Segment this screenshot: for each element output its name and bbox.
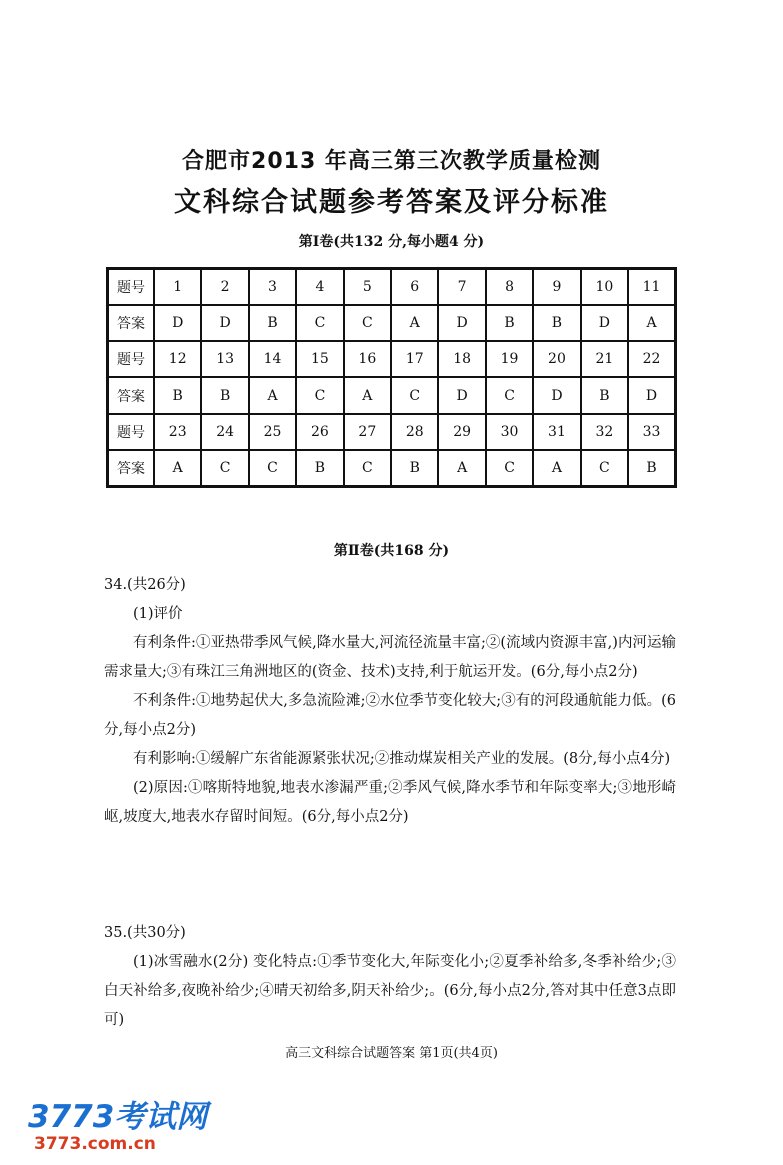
- answer-cell: A: [344, 377, 391, 413]
- number-cell: 11: [628, 269, 675, 306]
- number-cell: 7: [438, 269, 485, 306]
- q34-favorable-conditions: 有利条件:①亚热带季风气候,降水量大,河流径流量丰富;②(流域内资源丰富,)内河运输需求量大;③有珠江三角洲地区的(资金、技术)支持,利于航运开发。(6分,每小点2分): [104, 635, 676, 680]
- answer-cell: B: [391, 450, 438, 487]
- answer-cell: B: [581, 377, 628, 413]
- answer-cell: A: [628, 305, 675, 341]
- answer-cell: B: [628, 450, 675, 487]
- answer-cell: B: [249, 305, 296, 341]
- number-cell: 23: [154, 414, 201, 450]
- number-cell: 29: [438, 414, 485, 450]
- number-row: [108, 414, 676, 450]
- number-cell: 17: [391, 341, 438, 377]
- answer-row: [108, 450, 676, 487]
- logo-url: 3773.com.cn: [34, 1134, 156, 1154]
- answer-cell: B: [486, 305, 533, 341]
- answer-cell: C: [486, 377, 533, 413]
- answer-cell: D: [533, 377, 580, 413]
- exam-title: 合肥市2013 年高三第三次教学质量检测: [182, 149, 601, 174]
- part1-heading: 第Ⅰ卷(共132 分,每小题4 分): [298, 234, 485, 250]
- answer-cell: C: [486, 450, 533, 487]
- answer-row: [108, 377, 676, 413]
- part2-heading: 第Ⅱ卷(共168 分): [333, 543, 450, 559]
- answer-cell: D: [581, 305, 628, 341]
- answer-row-label: 答案: [108, 450, 155, 487]
- q34-sub1: (1)评价: [133, 606, 183, 622]
- q34-heading: 34.(共26分): [104, 577, 186, 593]
- number-cell: 22: [628, 341, 675, 377]
- answer-cell: D: [438, 377, 485, 413]
- answer-cell: C: [296, 377, 343, 413]
- number-cell: 25: [249, 414, 296, 450]
- answer-cell: B: [533, 305, 580, 341]
- answer-cell: C: [344, 305, 391, 341]
- answer-cell: D: [154, 305, 201, 341]
- answer-cell: D: [628, 377, 675, 413]
- number-row-label: 题号: [108, 414, 155, 450]
- page-footer: 高三文科综合试题答案 第1页(共4页): [285, 1046, 498, 1061]
- answer-row: [108, 305, 676, 341]
- question-34-block: [104, 571, 676, 832]
- site-logo[interactable]: [28, 1100, 207, 1154]
- number-cell: 16: [344, 341, 391, 377]
- q35-part1: (1)冰雪融水(2分) 变化特点:①季节变化大,年际变化小;②夏季补给多,冬季补给少;③白天补给多,夜晚补给少;④晴天初给多,阴天补给少;。(6分,每小点2分,答对其中任意3点即可): [104, 954, 676, 1028]
- number-cell: 12: [154, 341, 201, 377]
- number-cell: 15: [296, 341, 343, 377]
- answer-cell: C: [391, 377, 438, 413]
- answer-cell: A: [438, 450, 485, 487]
- number-row: [108, 269, 676, 306]
- q34-favorable-impacts: 有利影响:①缓解广东省能源紧张状况;②推动煤炭相关产业的发展。(8分,每小点4分): [133, 751, 671, 767]
- number-cell: 2: [201, 269, 248, 306]
- answer-cell: C: [296, 305, 343, 341]
- answer-cell: C: [201, 450, 248, 487]
- number-cell: 27: [344, 414, 391, 450]
- q34-part2-reasons: (2)原因:①喀斯特地貌,地表水渗漏严重;②季风气候,降水季节和年际变率大;③地形崎岖,坡度大,地表水存留时间短。(6分,每小点2分): [104, 780, 676, 825]
- answer-cell: B: [296, 450, 343, 487]
- number-cell: 30: [486, 414, 533, 450]
- number-cell: 14: [249, 341, 296, 377]
- number-cell: 19: [486, 341, 533, 377]
- answer-cell: B: [201, 377, 248, 413]
- answer-cell: C: [581, 450, 628, 487]
- number-cell: 20: [533, 341, 580, 377]
- q35-heading: 35.(共30分): [104, 925, 186, 941]
- number-cell: 10: [581, 269, 628, 306]
- number-cell: 21: [581, 341, 628, 377]
- number-cell: 5: [344, 269, 391, 306]
- number-cell: 31: [533, 414, 580, 450]
- answer-cell: C: [249, 450, 296, 487]
- question-35-block: [104, 919, 676, 1035]
- answer-key-title: 文科综合试题参考答案及评分标准: [174, 187, 609, 218]
- answer-row-label: 答案: [108, 305, 155, 341]
- number-cell: 32: [581, 414, 628, 450]
- answer-cell: D: [438, 305, 485, 341]
- answer-cell: A: [249, 377, 296, 413]
- number-row-label: 题号: [108, 341, 155, 377]
- number-row-label: 题号: [108, 269, 155, 306]
- number-cell: 18: [438, 341, 485, 377]
- number-cell: 4: [296, 269, 343, 306]
- answer-cell: A: [154, 450, 201, 487]
- answer-row-label: 答案: [108, 377, 155, 413]
- answer-cell: A: [533, 450, 580, 487]
- number-cell: 3: [249, 269, 296, 306]
- answer-cell: A: [391, 305, 438, 341]
- number-cell: 26: [296, 414, 343, 450]
- logo-wordmark: 3773考试网: [28, 1099, 208, 1135]
- number-row: [108, 341, 676, 377]
- number-cell: 13: [201, 341, 248, 377]
- answer-cell: D: [201, 305, 248, 341]
- answer-table: [106, 267, 677, 488]
- number-cell: 28: [391, 414, 438, 450]
- number-cell: 1: [154, 269, 201, 306]
- number-cell: 8: [486, 269, 533, 306]
- q34-unfavorable-conditions: 不利条件:①地势起伏大,多急流险滩;②水位季节变化较大;③有的河段通航能力低。(6分,每小点2分): [104, 693, 676, 738]
- number-cell: 9: [533, 269, 580, 306]
- answer-cell: B: [154, 377, 201, 413]
- number-cell: 33: [628, 414, 675, 450]
- answer-cell: C: [344, 450, 391, 487]
- number-cell: 24: [201, 414, 248, 450]
- number-cell: 6: [391, 269, 438, 306]
